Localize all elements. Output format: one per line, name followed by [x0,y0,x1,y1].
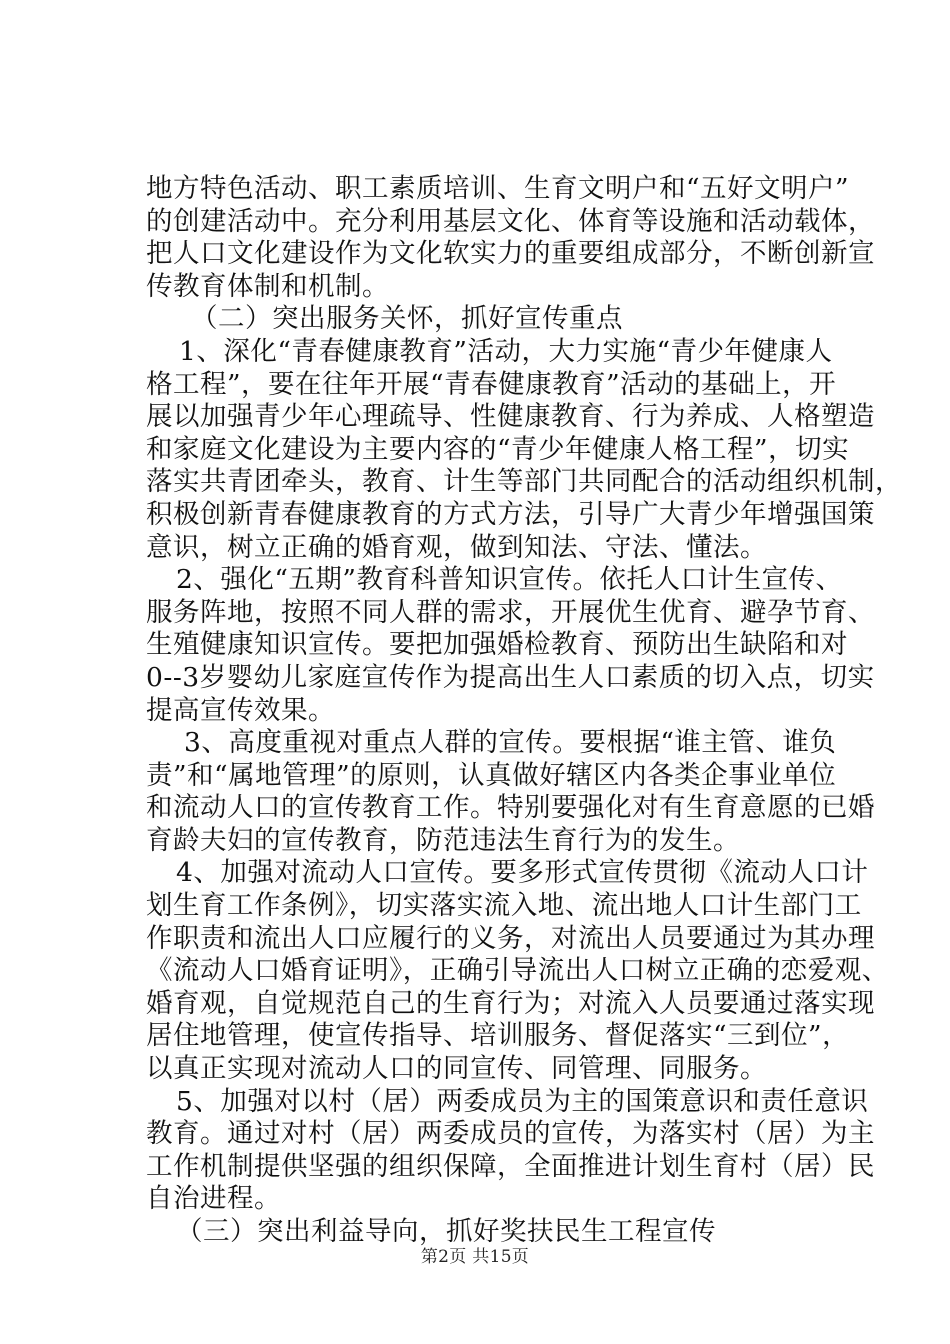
text-line: 和家庭文化建设为主要内容的“青少年健康人格工程”，切实 [146,433,850,465]
text-line: 作职责和流出人口应履行的义务，对流出人员要通过为其办理 [146,922,875,954]
section-heading: （二）突出服务关怀，抓好宣传重点 [191,303,623,335]
text-line: 格工程”，要在往年开展“青春健康教育”活动的基础上，开 [146,368,837,400]
text-line: 以真正实现对流动人口的同宣传、同管理、同服务。 [146,1053,767,1085]
paragraph-start: 1、深化“青春健康教育”活动，大力实施“青少年健康人 [179,335,833,367]
text-line: 居住地管理，使宣传指导、培训服务、督促落实“三到位”， [146,1020,850,1052]
paragraph-start: 2、强化“五期”教育科普知识宣传。依托人口计生宣传、 [176,564,843,596]
text-line: 工作机制提供坚强的组织保障，全面推进计划生育村（居）民 [146,1150,875,1182]
text-line: 生殖健康知识宣传。要把加强婚检教育、预防出生缺陷和对 [146,629,848,661]
text-line: 自治进程。 [146,1183,281,1215]
text-line: 的创建活动中。充分利用基层文化、体育等设施和活动载体， [146,205,875,237]
text-line: 《流动人口婚育证明》，正确引导流出人口树立正确的恋爱观、 [146,955,889,987]
text-line: 把人口文化建设作为文化软实力的重要组成部分，不断创新宣 [146,238,875,270]
paragraph-start: 4、加强对流动人口宣传。要多形式宣传贯彻《流动人口计 [176,857,869,889]
paragraph-start: 3、高度重视对重点人群的宣传。要根据“谁主管、谁负 [184,727,837,759]
text-line: 划生育工作条例》，切实落实流入地、流出地人口计生部门工 [146,890,862,922]
text-line: 传教育体制和机制。 [146,270,389,302]
section-heading: （三）突出利益导向，抓好奖扶民生工程宣传 [176,1216,716,1247]
text-line: 意识，树立正确的婚育观，做到知法、守法、懂法。 [146,531,767,563]
text-line: 地方特色活动、职工素质培训、生育文明户和“五好文明户” [146,173,850,204]
text-line: 落实共青团牵头，教育、计生等部门共同配合的活动组织机制， [146,466,902,498]
text-line: 育龄夫妇的宣传教育，防范违法生育行为的发生。 [146,824,740,856]
paragraph-start: 5、加强对以村（居）两委成员为主的国策意识和责任意识 [176,1085,869,1117]
page-number-footer: 第2页 共15页 [420,1247,530,1267]
text-line: 婚育观，自觉规范自己的生育行为；对流入人员要通过落实现 [146,987,875,1019]
text-line: 展以加强青少年心理疏导、性健康教育、行为养成、人格塑造 [146,401,875,433]
text-line: 0--3岁婴幼儿家庭宣传作为提高出生人口素质的切入点，切实 [146,661,875,693]
text-line: 教育。通过对村（居）两委成员的宣传，为落实村（居）为主 [146,1118,875,1150]
text-line: 责”和“属地管理”的原则，认真做好辖区内各类企事业单位 [146,759,837,791]
text-line: 积极创新青春健康教育的方式方法，引导广大青少年增强国策 [146,498,875,530]
document-body [146,173,902,1249]
text-line: 和流动人口的宣传教育工作。特别要强化对有生育意愿的已婚 [146,792,875,824]
text-line: 服务阵地，按照不同人群的需求，开展优生优育、避孕节育、 [146,596,875,628]
text-line: 提高宣传效果。 [146,694,335,726]
